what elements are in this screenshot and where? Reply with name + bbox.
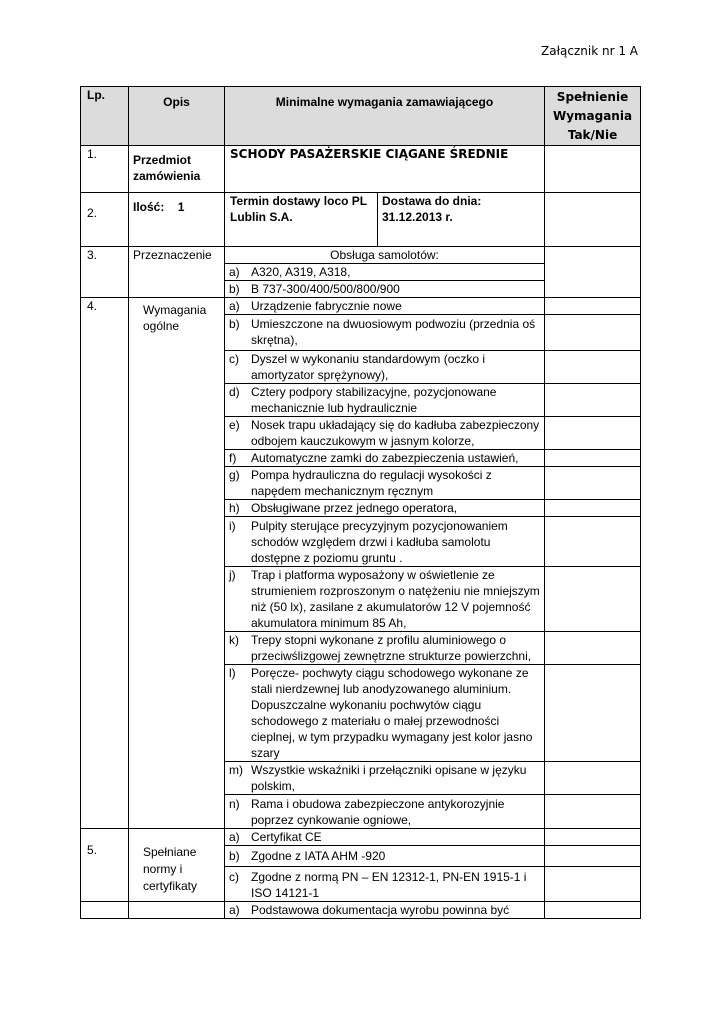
row-number: 2. [81, 193, 129, 247]
list-item: b) Umieszczone na dwuosiowym podwoziu (przednia oś skrętna), [225, 315, 545, 351]
table-row [81, 146, 641, 193]
delivery-term-label: Termin dostawy loco PL Lublin S.A. [225, 193, 378, 247]
row-number [81, 902, 129, 919]
list-item: n) Rama i obudowa zabezpieczone antykorozyjnie poprzez cynkowanie ogniowe, [225, 795, 545, 829]
row-label: Wymagania ogólne [129, 298, 225, 829]
list-item: e) Nosek trapu układający się do kadłuba zabezpieczony odbojem kauczukowym w jasnym kolorze, [225, 417, 545, 450]
list-item: a) A320, A319, A318, [225, 264, 545, 281]
compliance-cell[interactable] [545, 867, 641, 902]
quantity-cell: Ilość: 1 [129, 193, 225, 247]
list-item: h) Obsługiwane przez jednego operatora, [225, 500, 545, 517]
compliance-cell[interactable] [545, 762, 641, 795]
list-item: g) Pompa hydrauliczna do regulacji wysokości z napędem mechanicznym ręcznym [225, 467, 545, 500]
list-item: l) Poręcze- pochwyty ciągu schodowego wykonane ze stali nierdzewnej lub anodyzowanego aluminium. Dopuszczalne wykonaniu pochwytów ciągu schodowego z materiału o małej przewodności cieplnej, w tym przypadku wymagany jest kolor jasno szary [225, 665, 545, 762]
col-lp-header: Lp. [81, 87, 129, 146]
subject-value: SCHODY PASAŻERSKIE CIĄGANE ŚREDNIE [225, 146, 545, 193]
compliance-cell[interactable] [545, 193, 641, 247]
col-opis-header: Opis [129, 87, 225, 146]
compliance-cell[interactable] [545, 517, 641, 567]
compliance-cell[interactable] [545, 846, 641, 867]
compliance-cell[interactable] [545, 384, 641, 417]
row-number: 3. [81, 247, 129, 298]
list-item: j) Trap i platforma wyposażony w oświetlenie ze strumieniem rozproszonym o natężeniu nie mniejszym niż (50 lx), zasilane z akumulatorów 12 V pojemność akumulatora minimum 85 Ah, [225, 567, 545, 632]
delivery-term-value: Dostawa do dnia: 31.12.2013 r. [378, 193, 545, 247]
compliance-cell[interactable] [545, 146, 641, 193]
compliance-cell[interactable] [545, 298, 641, 315]
table-row [81, 193, 641, 247]
row-label: Przeznaczenie [129, 247, 225, 298]
compliance-cell[interactable] [545, 351, 641, 384]
row-label: Spełniane normy i certyfikaty [129, 829, 225, 902]
col-compliance-header: Spełnienie Wymagania Tak/Nie [545, 87, 641, 146]
list-item: c) Dyszel w wykonaniu standardowym (oczko i amortyzator sprężynowy), [225, 351, 545, 384]
compliance-cell[interactable] [545, 829, 641, 846]
compliance-cell[interactable] [545, 450, 641, 467]
table-row [81, 829, 641, 846]
requirements-table [80, 86, 641, 919]
attachment-label: Załącznik nr 1 A [541, 44, 638, 58]
row-label [129, 902, 225, 919]
compliance-cell[interactable] [545, 567, 641, 632]
compliance-cell[interactable] [545, 500, 641, 517]
table-row [81, 298, 641, 315]
row-number: 1. [81, 146, 129, 193]
quantity-value: 1 [177, 200, 185, 214]
compliance-cell[interactable] [545, 417, 641, 450]
list-item: i) Pulpity sterujące precyzyjnym pozycjonowaniem schodów względem drzwi i kadłuba samolotu dostępne z poziomu gruntu . [225, 517, 545, 567]
list-item: c) Zgodne z normą PN – EN 12312-1, PN-EN 1915-1 i ISO 14121-1 [225, 867, 545, 902]
table-row [81, 247, 641, 264]
list-item: b) B 737-300/400/500/800/900 [225, 281, 545, 298]
compliance-cell[interactable] [545, 467, 641, 500]
compliance-cell[interactable] [545, 795, 641, 829]
list-item: a) Urządzenie fabrycznie nowe [225, 298, 545, 315]
compliance-cell[interactable] [545, 315, 641, 351]
list-item: f) Automatyczne zamki do zabezpieczenia ustawień, [225, 450, 545, 467]
row-number: 5. [81, 829, 129, 902]
list-item: k) Trepy stopni wykonane z profilu aluminiowego o przeciwślizgowej zewnętrzne strukturze powierzchni, [225, 632, 545, 665]
row-label: Przedmiot zamówienia [129, 146, 225, 193]
row-number: 4. [81, 298, 129, 829]
list-item: a) Certyfikat CE [225, 829, 545, 846]
list-item: b) Zgodne z IATA AHM -920 [225, 846, 545, 867]
list-item: m) Wszystkie wskaźniki i przełączniki opisane w języku polskim, [225, 762, 545, 795]
compliance-cell[interactable] [545, 665, 641, 762]
compliance-cell[interactable] [545, 632, 641, 665]
aircraft-heading: Obsługa samolotów: [225, 247, 545, 264]
list-item: a) Podstawowa dokumentacja wyrobu powinna być [225, 902, 545, 919]
compliance-cell[interactable] [545, 247, 641, 298]
compliance-cell[interactable] [545, 902, 641, 919]
table-header-row [81, 87, 641, 146]
table-row [81, 902, 641, 919]
list-item: d) Cztery podpory stabilizacyjne, pozycjonowane mechanicznie lub hydraulicznie [225, 384, 545, 417]
col-requirements-header: Minimalne wymagania zamawiającego [225, 87, 545, 146]
